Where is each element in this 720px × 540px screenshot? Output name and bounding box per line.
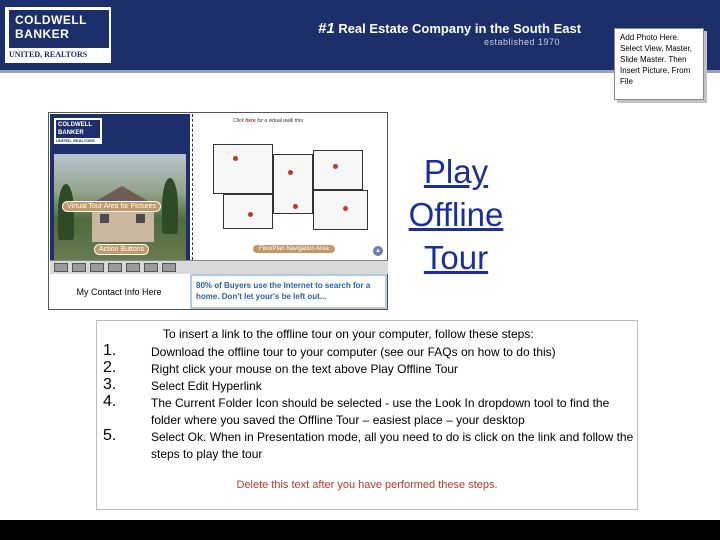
contact-info: My Contact Info Here bbox=[50, 276, 188, 309]
virtual-tour-label: Virtual Tour Area for Pictures bbox=[62, 201, 161, 212]
footer-bar bbox=[0, 520, 720, 540]
tour-logo-subtitle: UNITED, REALTORS bbox=[56, 138, 95, 143]
promo-text: 80% of Buyers use the Internet to search for a home. Don't let your's be left out... bbox=[190, 274, 387, 309]
tour-left-panel bbox=[50, 114, 190, 274]
step-text: Right click your mouse on the text above Play Offline Tour bbox=[151, 362, 459, 376]
tree-shape bbox=[162, 178, 178, 234]
plan-header: Click here for a virtual walk thru bbox=[233, 118, 304, 124]
house-window bbox=[100, 214, 109, 223]
toolbar-button[interactable] bbox=[126, 263, 140, 272]
floorplan-label: FloorPlan Navigation Area bbox=[253, 245, 335, 253]
plan-room bbox=[313, 190, 368, 230]
tree-shape bbox=[58, 184, 74, 240]
instructions-intro: To insert a link to the offline tour on your computer, follow these steps: bbox=[163, 327, 534, 341]
logo-line-2: BANKER bbox=[15, 27, 70, 41]
play-offline-tour-link[interactable] bbox=[394, 150, 518, 279]
step-number: 2. bbox=[103, 359, 117, 376]
tour-logo-line-1: COLDWELL bbox=[58, 122, 92, 128]
step-text: Select Ok. When in Presentation mode, all you need to do is click on the link and follow the steps to play the tour bbox=[151, 430, 634, 461]
house-photo bbox=[54, 154, 186, 264]
instructions-box[interactable] bbox=[96, 320, 638, 510]
toolbar-button[interactable] bbox=[54, 263, 68, 272]
photo-placeholder[interactable]: Add Photo Here. Select View, Master, Slide Master. Then Insert Picture, From File bbox=[614, 28, 704, 100]
camera-hotspot-icon[interactable] bbox=[233, 156, 238, 161]
step-number: 1. bbox=[103, 342, 117, 359]
plan-room bbox=[213, 144, 273, 194]
logo-subtitle: UNITED, REALTORS bbox=[9, 50, 88, 59]
tour-toolbar bbox=[50, 260, 388, 274]
toolbar-button[interactable] bbox=[72, 263, 86, 272]
step-text: The Current Folder Icon should be selected - use the Look In dropdown tool to find the folder where you saved the Offline Tour – easiest place – your desktop bbox=[151, 396, 610, 427]
step-number: 4. bbox=[103, 393, 117, 410]
toolbar-button[interactable] bbox=[162, 263, 176, 272]
step-number: 3. bbox=[103, 376, 117, 393]
plan-header-link[interactable]: here bbox=[245, 118, 256, 124]
delete-note: Delete this text after you have performed these steps. bbox=[236, 479, 498, 491]
tagline-text: Real Estate Company in the South East bbox=[338, 21, 582, 36]
virtual-tour-screenshot bbox=[48, 112, 388, 310]
navigation-arrow-icon[interactable]: ▲ bbox=[373, 246, 383, 256]
step-number: 5. bbox=[103, 427, 117, 444]
play-link-line-2[interactable]: Offline bbox=[408, 196, 504, 233]
tagline-number: #1 bbox=[318, 20, 335, 37]
company-logo bbox=[4, 6, 112, 64]
established-text: established 1970 bbox=[484, 37, 561, 47]
logo-line-1: COLDWELL bbox=[15, 13, 87, 27]
tour-logo-line-2: BANKER bbox=[58, 130, 84, 136]
camera-hotspot-icon[interactable] bbox=[343, 206, 348, 211]
play-link-line-1[interactable]: Play bbox=[423, 153, 489, 190]
toolbar-button[interactable] bbox=[108, 263, 122, 272]
toolbar-button[interactable] bbox=[144, 263, 158, 272]
house-window bbox=[136, 214, 145, 223]
floorplan-panel bbox=[192, 114, 387, 260]
tour-logo bbox=[53, 117, 103, 145]
header-bar bbox=[0, 0, 720, 73]
camera-hotspot-icon[interactable] bbox=[333, 164, 338, 169]
step-text: Download the offline tour to your computer (see our FAQs on how to do this) bbox=[151, 345, 556, 359]
step-text: Select Edit Hyperlink bbox=[151, 379, 262, 393]
camera-hotspot-icon[interactable] bbox=[288, 170, 293, 175]
camera-hotspot-icon[interactable] bbox=[293, 204, 298, 209]
camera-hotspot-icon[interactable] bbox=[248, 212, 253, 217]
action-buttons-label: Action Buttons bbox=[94, 244, 149, 255]
plan-room bbox=[313, 150, 363, 190]
play-link-line-3[interactable]: Tour bbox=[423, 239, 489, 276]
header-tagline bbox=[318, 20, 581, 37]
toolbar-button[interactable] bbox=[90, 263, 104, 272]
